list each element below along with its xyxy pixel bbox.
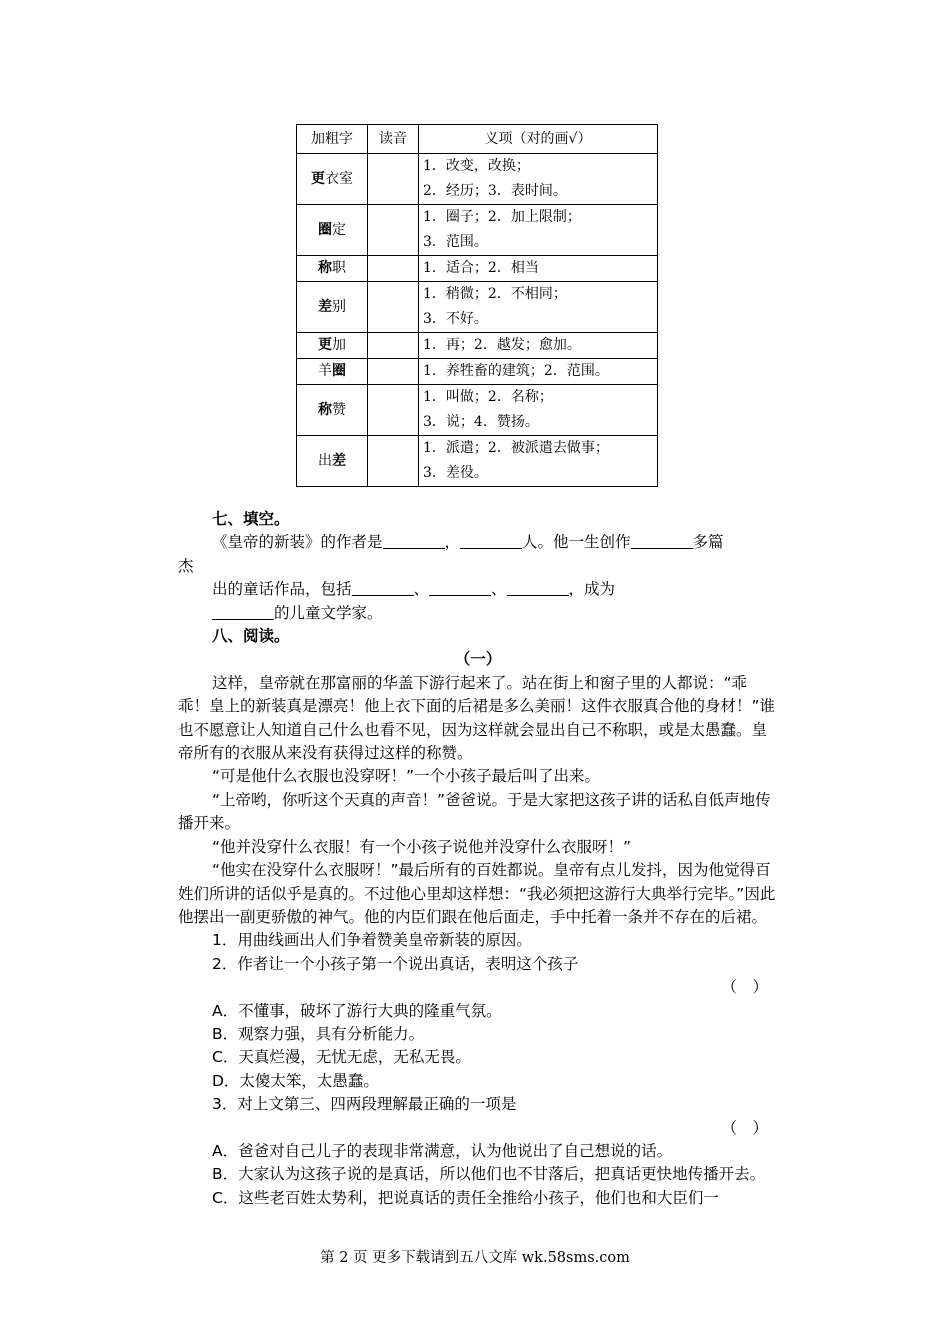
question-1: 1．用曲线画出人们争着赞美皇帝新装的原因。 (212, 931, 532, 950)
pronunciation-cell[interactable] (368, 256, 419, 282)
meaning-line: 3．说；4．赞扬。 (423, 414, 539, 430)
table-row (297, 256, 658, 282)
word-rest: 别 (332, 298, 346, 315)
vocab-table (296, 124, 658, 487)
word-cell (297, 385, 368, 436)
blank[interactable] (383, 532, 445, 549)
meaning-line: 1．圈子；2．加上限制； (423, 209, 581, 225)
fill-line-3: 出的童话作品，包括 、 、 ，成为 (212, 580, 616, 599)
word-cell (297, 436, 368, 487)
bold-char: 称 (318, 401, 332, 418)
word-rest: 衣室 (325, 170, 353, 187)
fill-line-2: 杰 (178, 556, 194, 575)
blank[interactable] (460, 532, 522, 549)
answer-paren[interactable]: （ ） (721, 1118, 768, 1137)
section8-title: 八、阅读。 (212, 627, 290, 646)
passage-paragraph: 这样，皇帝就在那富丽的华盖下游行起来了。站在街上和窗子里的人都说：“乖乖！皇上的新装真是漂亮！他上衣下面的后裙是多么美丽！这件衣服真合他的身材！”谁也不愿意让人知道自己什么也看不见，因为这样就会显出自己不称职，或是太愚蠢。皇帝所有的衣服从来没有获得过这样的称赞。 (178, 673, 776, 763)
word-cell (297, 154, 368, 205)
meaning-line: 1．叫做；2．名称； (423, 389, 553, 405)
meanings-cell (419, 282, 658, 333)
q3-option-a: A．爸爸对自己儿子的表现非常满意，认为他说出了自己想说的话。 (212, 1141, 673, 1160)
meanings-cell (419, 154, 658, 205)
meaning-line: 1．改变，改换； (423, 158, 530, 174)
word-rest: 定 (332, 221, 346, 238)
table-row (297, 205, 658, 256)
word-cell (297, 205, 368, 256)
blank[interactable] (631, 532, 693, 549)
word-rest: 加 (332, 337, 346, 353)
meaning-line: 2．经历；3．表时间。 (423, 183, 567, 199)
q2-option-b: B．观察力强，具有分析能力。 (212, 1024, 425, 1043)
table-header-row (297, 125, 658, 154)
header-pronunciation: 读音 (368, 125, 419, 154)
bold-char: 更 (311, 170, 325, 187)
word-cell (297, 256, 368, 282)
fill-line-4: 的儿童文学家。 (178, 602, 778, 625)
passage-paragraph: “可是他什么衣服也没穿呀！”一个小孩子最后叫了出来。 (212, 767, 601, 786)
word-rest: 出 (318, 452, 332, 469)
pronunciation-cell[interactable] (368, 436, 419, 487)
table-row (297, 385, 658, 436)
word-cell (297, 359, 368, 385)
blank[interactable] (507, 579, 569, 596)
blank[interactable] (429, 579, 491, 596)
q3-option-b: B．大家认为这孩子说的是真话，所以他们也不甘落后，把真话更快地传播开去。 (212, 1165, 766, 1184)
answer-paren[interactable]: （ ） (721, 978, 768, 997)
meaning-line: 1．稍微；2．不相同； (423, 286, 567, 302)
table-body (297, 154, 658, 487)
section7-title: 七、填空。 (212, 510, 290, 528)
meaning-line: 1．适合；2．相当 (423, 260, 539, 276)
table-row (297, 436, 658, 487)
word-cell (297, 282, 368, 333)
word-rest: 职 (332, 260, 346, 276)
meaning-line: 3．差役。 (423, 465, 488, 481)
fill-line-1: 《皇帝的新装》的作者是 ， 人。他一生创作 多篇 (212, 533, 724, 552)
pronunciation-cell[interactable] (368, 385, 419, 436)
q2-option-d: D．太傻太笨，太愚蠢。 (212, 1071, 379, 1090)
q3-option-c: C．这些老百姓太势利，把说真话的责任全推给小孩子，他们也和大臣们一 (212, 1188, 719, 1207)
bold-char: 更 (318, 337, 332, 353)
blank[interactable] (212, 603, 274, 620)
bold-char: 称 (318, 260, 332, 276)
meanings-cell (419, 385, 658, 436)
passage-paragraph: “他实在没穿什么衣服呀！”最后所有的百姓都说。皇帝有点儿发抖，因为他觉得百姓们所讲的话似乎是真的。不过他心里却这样想：“我必须把这游行大典举行完毕。”因此他摆出一副更骄傲的神气。他的内臣们跟在他后面走，手中托着一条并不存在的后裙。 (178, 861, 776, 926)
meanings-cell (419, 333, 658, 359)
q2-option-a: A．不懂事，破坏了游行大典的隆重气氛。 (212, 1001, 502, 1020)
blank[interactable] (352, 579, 414, 596)
word-cell (297, 333, 368, 359)
question-2: 2．作者让一个小孩子第一个说出真话，表明这个孩子 (212, 954, 579, 973)
question-3: 3．对上文第三、四两段理解最正确的一项是 (212, 1095, 517, 1114)
bold-char: 圈 (318, 221, 332, 238)
pronunciation-cell[interactable] (368, 359, 419, 385)
pronunciation-cell[interactable] (368, 282, 419, 333)
table-row (297, 282, 658, 333)
page-footer: 第 2 页 更多下载请到五八文库 wk.58sms.com (320, 1250, 630, 1266)
pronunciation-cell[interactable] (368, 333, 419, 359)
meanings-cell (419, 436, 658, 487)
passage-paragraph: “他并没穿什么衣服！有一个小孩子说他并没穿什么衣服呀！” (212, 837, 632, 856)
pronunciation-cell[interactable] (368, 154, 419, 205)
header-meanings: 义项（对的画√） (419, 125, 658, 154)
meanings-cell (419, 359, 658, 385)
word-rest: 羊 (318, 363, 332, 379)
table-row (297, 359, 658, 385)
header-bold-char: 加粗字 (297, 125, 368, 154)
table-row (297, 333, 658, 359)
bold-char: 差 (318, 298, 332, 315)
meaning-line: 1．派遣；2．被派遣去做事； (423, 440, 609, 456)
meanings-cell (419, 205, 658, 256)
bold-char: 差 (332, 452, 346, 469)
meaning-line: 1．养牲畜的建筑；2．范围。 (423, 363, 609, 379)
meanings-cell (419, 256, 658, 282)
table-row (297, 154, 658, 205)
meaning-line: 3．范围。 (423, 234, 488, 250)
main-content (178, 508, 778, 1210)
pronunciation-cell[interactable] (368, 205, 419, 256)
meaning-line: 3．不好。 (423, 311, 488, 327)
bold-char: 圈 (332, 363, 346, 379)
meaning-line: 1．再；2．越发；愈加。 (423, 337, 581, 353)
passage-part-title: （一） (454, 650, 502, 669)
word-rest: 赞 (332, 401, 346, 418)
passage-paragraph: “上帝哟，你听这个天真的声音！”爸爸说。于是大家把这孩子讲的话私自低声地传播开来。 (178, 790, 771, 833)
q2-option-c: C．天真烂漫，无忧无虑，无私无畏。 (212, 1048, 471, 1067)
